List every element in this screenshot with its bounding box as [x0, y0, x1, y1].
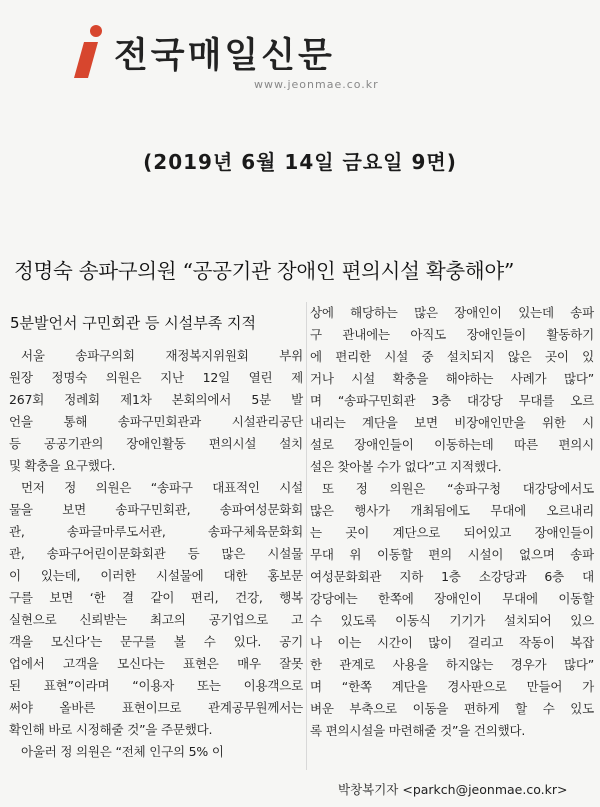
masthead — [58, 14, 458, 100]
text-line: 에 편리한 시설 중 설치되지 않은 곳이 있 — [310, 349, 594, 364]
newspaper-logo-icon — [70, 22, 108, 82]
text-line: 관, 송파글마루도서관, 송파구체육문화회 — [9, 524, 303, 539]
text-line: 관, 송파구어린이문화회관 등 많은 시설물 — [9, 546, 303, 561]
column-divider — [306, 302, 307, 770]
text-line: 267회 정례회 제1차 본회의에서 5분 발 — [9, 392, 303, 407]
text-line: 수 있도록 이동식 기기가 설치되어 있으 — [310, 613, 594, 628]
text-line: 며 “한쪽 계단을 경사판으로 만들어 가 — [310, 679, 594, 694]
text-line: 구 관내에는 아직도 장애인들이 활동하기 — [310, 327, 594, 342]
issue-dateline: (2019년 6월 14일 금요일 9면) — [143, 150, 457, 174]
text-line: 강당에는 한쪽에 장애인이 무대에 이동할 — [310, 591, 594, 606]
text-line: 등 공공기관의 장애인활동 편의시설 설치 — [9, 436, 303, 451]
article-right-column — [310, 302, 594, 742]
text-line: 업에서 고객을 모신다는 표현은 매우 잘못 — [9, 656, 303, 671]
text-line: 원장 정명숙 의원은 지난 12일 열린 제 — [9, 370, 303, 385]
text-line: 및 확충을 요구했다. — [9, 458, 116, 473]
article-byline: 박창복기자 <parkch@jeonmae.co.kr> — [338, 782, 568, 797]
text-line: 여성문화회관 지하 1층 소강당과 6층 대 — [310, 569, 594, 584]
text-line: 된 표현”이라며 “이용자 또는 이용객으로 — [9, 678, 303, 693]
text-line: 언을 통해 송파구민회관과 시설관리공단 — [9, 414, 303, 429]
text-line: 써야 올바른 표현이므로 관계공무원께서는 — [9, 700, 303, 715]
article-left-column — [9, 345, 303, 763]
article-subhead: 5분발언서 구민회관 등 시설부족 지적 — [10, 314, 256, 332]
text-line: 내리는 계단을 보면 비장애인만을 위한 시 — [310, 415, 594, 430]
text-line: 나 이는 시간이 많이 걸리고 작동이 복잡 — [310, 635, 594, 650]
text-line: 많은 행사가 개최됨에도 무대에 오르내리 — [310, 503, 594, 518]
text-line: 실현으로 신뢰받는 최고의 공기업으로 고 — [9, 612, 303, 627]
text-line: 객을 모신다’는 문구를 볼 수 있다. 공기 — [9, 634, 303, 649]
newspaper-url: www.jeonmae.co.kr — [254, 78, 379, 91]
text-line: 거나 시설 확충을 해야하는 사례가 많다” — [310, 371, 594, 386]
newspaper-name: 전국매일신문 — [114, 36, 335, 76]
text-line: 먼저 정 의원은 “송파구 대표적인 시설 — [21, 480, 303, 495]
text-line: 확인해 바로 시정해줄 것”을 주문했다. — [9, 722, 213, 737]
text-line: 한 관계로 사용을 하지않는 경우가 많다” — [310, 657, 594, 672]
text-line: 상에 해당하는 많은 장애인이 있는데 송파 — [310, 305, 594, 320]
text-line: 서울 송파구의회 재정복지위원회 부위 — [21, 348, 303, 363]
text-line: 벼운 부축으로 이동을 편하게 할 수 있도 — [310, 701, 594, 716]
text-line: 아울러 정 의원은 “전체 인구의 5% 이 — [21, 744, 224, 759]
text-line: 설은 찾아볼 수가 없다”고 지적했다. — [310, 459, 502, 474]
text-line: 구를 보면 ‘한 결 같이 편리, 건강, 행복 — [9, 590, 303, 605]
text-line: 물을 보면 송파구민회관, 송파여성문화회 — [9, 502, 303, 517]
text-line: 설로 장애인들이 이동하는데 따른 편의시 — [310, 437, 594, 452]
text-line: 록 편의시설을 마련해줄 것”을 건의했다. — [310, 723, 526, 738]
text-line: 이 있는데, 이러한 시설물에 대한 홍보문 — [9, 568, 303, 583]
text-line: 는 곳이 계단으로 되어있고 장애인들이 — [310, 525, 594, 540]
text-line: 며 “송파구민회관 3층 대강당 무대를 오르 — [310, 393, 594, 408]
text-line: 무대 위 이동할 편의 시설이 없으며 송파 — [310, 547, 594, 562]
text-line: 또 정 의원은 “송파구청 대강당에서도 — [322, 481, 594, 496]
article-headline: 정명숙 송파구의원 “공공기관 장애인 편의시설 확충해야” — [14, 259, 515, 283]
